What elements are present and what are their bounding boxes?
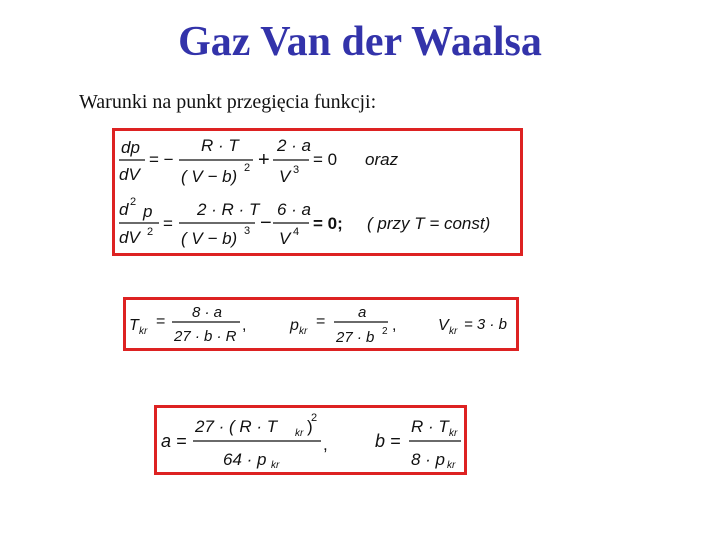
eq2-t1-den: ( V − b) [181,229,238,248]
tkr-equals: = [156,313,166,330]
eq2-t1-den-exp: 3 [244,225,251,237]
eq2-lhs-den-exp: 2 [147,226,154,238]
a-num: 27 · ( R · T [195,417,278,436]
b-lhs: b = [375,431,401,451]
constant-a [161,412,328,471]
eq1-t1-den: ( V − b) [181,167,238,186]
eq1-t1-num: R · T [201,136,239,155]
eq1-t2-den-exp: 3 [293,164,300,176]
a-comma: , [323,435,328,454]
pkr-equals: = [316,313,326,330]
pkr-den-exp: 2 [382,326,388,337]
pkr-symbol: p [290,317,299,334]
eq2-lhs-num: d [119,200,129,219]
vkr-subscript: kr [449,326,458,337]
eq2-t2-num: 6 · a [277,200,312,219]
inflection-conditions-box [112,128,523,256]
eq1-lhs-num: dp [121,138,140,157]
a-den-subscript: kr [271,460,280,471]
critical-pressure [289,304,396,346]
eq2-equals: = [163,214,173,233]
eq1-t1-den-exp: 2 [244,162,251,174]
eq1-t2-den: V [279,167,291,186]
b-den-subscript: kr [447,460,456,471]
eq1-plus: + [258,149,270,171]
eq2-condition: ( przy T = const) [367,214,491,233]
a-num-close: ) [307,417,313,436]
critical-volume [438,316,507,337]
eq2-lhs-den: dV [119,228,140,247]
a-lhs: a = [161,431,187,451]
pkr-subscript: kr [299,326,308,337]
eq1-equals-minus: = − [149,150,174,169]
eq1-rhs: = 0 [313,150,338,169]
vkr-symbol: V [438,317,449,334]
a-den: 64 · p [223,450,267,469]
equation-first-derivative [119,136,399,186]
b-num-subscript: kr [449,428,458,439]
equation-second-derivative [119,196,490,248]
a-num-exp: 2 [311,412,318,424]
eq2-t1-num: 2 · R · T [197,200,260,219]
tkr-symbol: T [129,317,139,334]
pkr-num: a [358,304,367,321]
eq2-minus: − [260,212,272,234]
tkr-num: 8 · a [192,304,223,321]
eq1-lhs-den: dV [119,165,140,184]
tkr-den: 27 · b · R [174,328,237,345]
pkr-comma: , [392,317,397,334]
critical-parameters-box [123,297,519,351]
a-num-subscript: kr [295,428,304,439]
vkr-rhs: = 3 · b [464,316,507,333]
eq2-lhs-num-var: p [143,202,153,221]
pkr-den: 27 · b [336,329,375,346]
constant-b [375,417,461,471]
b-den: 8 · p [411,450,446,469]
tkr-comma: , [242,317,247,334]
page-subtitle: Warunki na punkt przegięcia funkcji: [79,91,377,113]
eq1-t2-num: 2 · a [277,136,312,155]
eq2-lhs-num-exp: 2 [130,196,137,208]
eq2-t2-den: V [279,229,291,248]
critical-temperature [129,304,246,345]
eq2-rhs: = 0; [313,214,343,233]
eq1-word-oraz: oraz [365,150,399,169]
tkr-subscript: kr [139,326,148,337]
b-num: R · T [411,417,449,436]
page-title: Gaz Van der Waalsa [178,19,542,65]
eq2-t2-den-exp: 4 [293,226,300,238]
constants-box [154,405,467,475]
